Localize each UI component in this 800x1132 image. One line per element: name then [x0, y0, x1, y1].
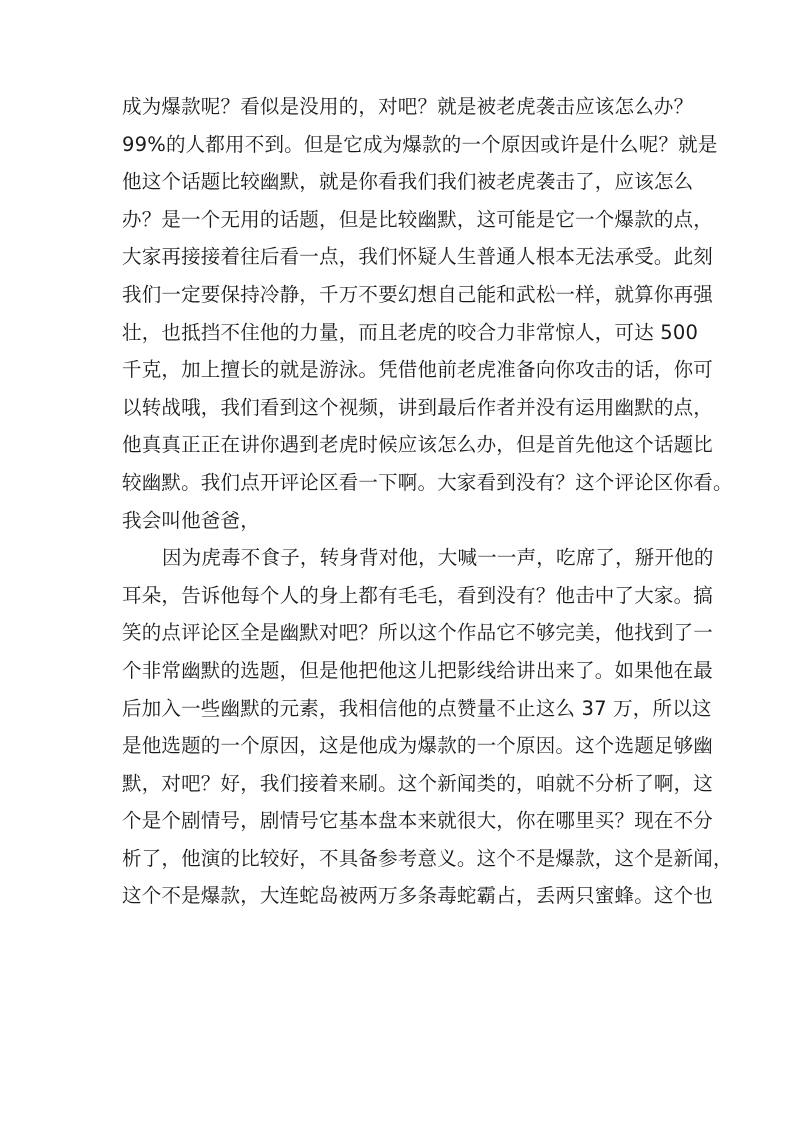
text-line: 以转战哦，我们看到这个视频，讲到最后作者并没有运用幽默的点，	[122, 395, 714, 419]
text-line: 大家再接接着往后看一点，我们怀疑人生普通人根本无法承受。此刻	[122, 245, 714, 269]
text-line: 较幽默。我们点开评论区看一下啊。大家看到没有？这个评论区你看。	[122, 470, 733, 494]
text-line: 99%的人都用不到。但是它成为爆款的一个原因或许是什么呢？就是	[122, 132, 718, 156]
text-line: 是他选题的一个原因，这是他成为爆款的一个原因。这个选题足够幽	[122, 734, 714, 758]
text-line: 他真真正正在讲你遇到老虎时候应该怎么办，但是首先他这个话题比	[122, 433, 714, 457]
text-line: 个非常幽默的选题，但是他把他这儿把影线给讲出来了。如果他在最	[122, 658, 714, 682]
text-line: 析了，他演的比较好，不具备参考意义。这个不是爆款，这个是新闻，	[122, 846, 733, 870]
document-page	[122, 88, 733, 915]
text-line: 我会叫他爸爸，	[122, 508, 260, 532]
paragraph-2	[122, 539, 733, 915]
text-line: 这个不是爆款，大连蛇岛被两万多条毒蛇霸占，丢两只蜜蜂。这个也	[122, 884, 714, 908]
text-line: 个是个剧情号，剧情号它基本盘本来就很大，你在哪里买？现在不分	[122, 809, 714, 833]
text-line: 千克，加上擅长的就是游泳。凭借他前老虎准备向你攻击的话，你可	[122, 358, 714, 382]
text-line: 我们一定要保持冷静，千万不要幻想自己能和武松一样，就算你再强	[122, 282, 714, 306]
text-line: 办？是一个无用的话题，但是比较幽默，这可能是它一个爆款的点，	[122, 207, 714, 231]
text-line: 他这个话题比较幽默，就是你看我们我们被老虎袭击了，应该怎么	[122, 170, 694, 194]
text-line: 笑的点评论区全是幽默对吧？所以这个作品它不够完美，他找到了一	[122, 621, 714, 645]
text-line: 默，对吧？好，我们接着来刷。这个新闻类的，咱就不分析了啊，这	[122, 771, 714, 795]
text-line: 壮，也抵挡不住他的力量，而且老虎的咬合力非常惊人，可达 500	[122, 320, 699, 344]
text-line: 成为爆款呢？看似是没用的，对吧？就是被老虎袭击应该怎么办？	[122, 95, 694, 118]
text-line: 耳朵，告诉他每个人的身上都有毛毛，看到没有？他击中了大家。搞	[122, 583, 714, 607]
text-line: 因为虎毒不食子，转身背对他，大喊一一声，吃席了，掰开他的	[162, 546, 714, 570]
text-line: 后加入一些幽默的元素，我相信他的点赞量不止这么 37 万，所以这	[122, 696, 712, 720]
paragraph-1	[122, 88, 733, 539]
